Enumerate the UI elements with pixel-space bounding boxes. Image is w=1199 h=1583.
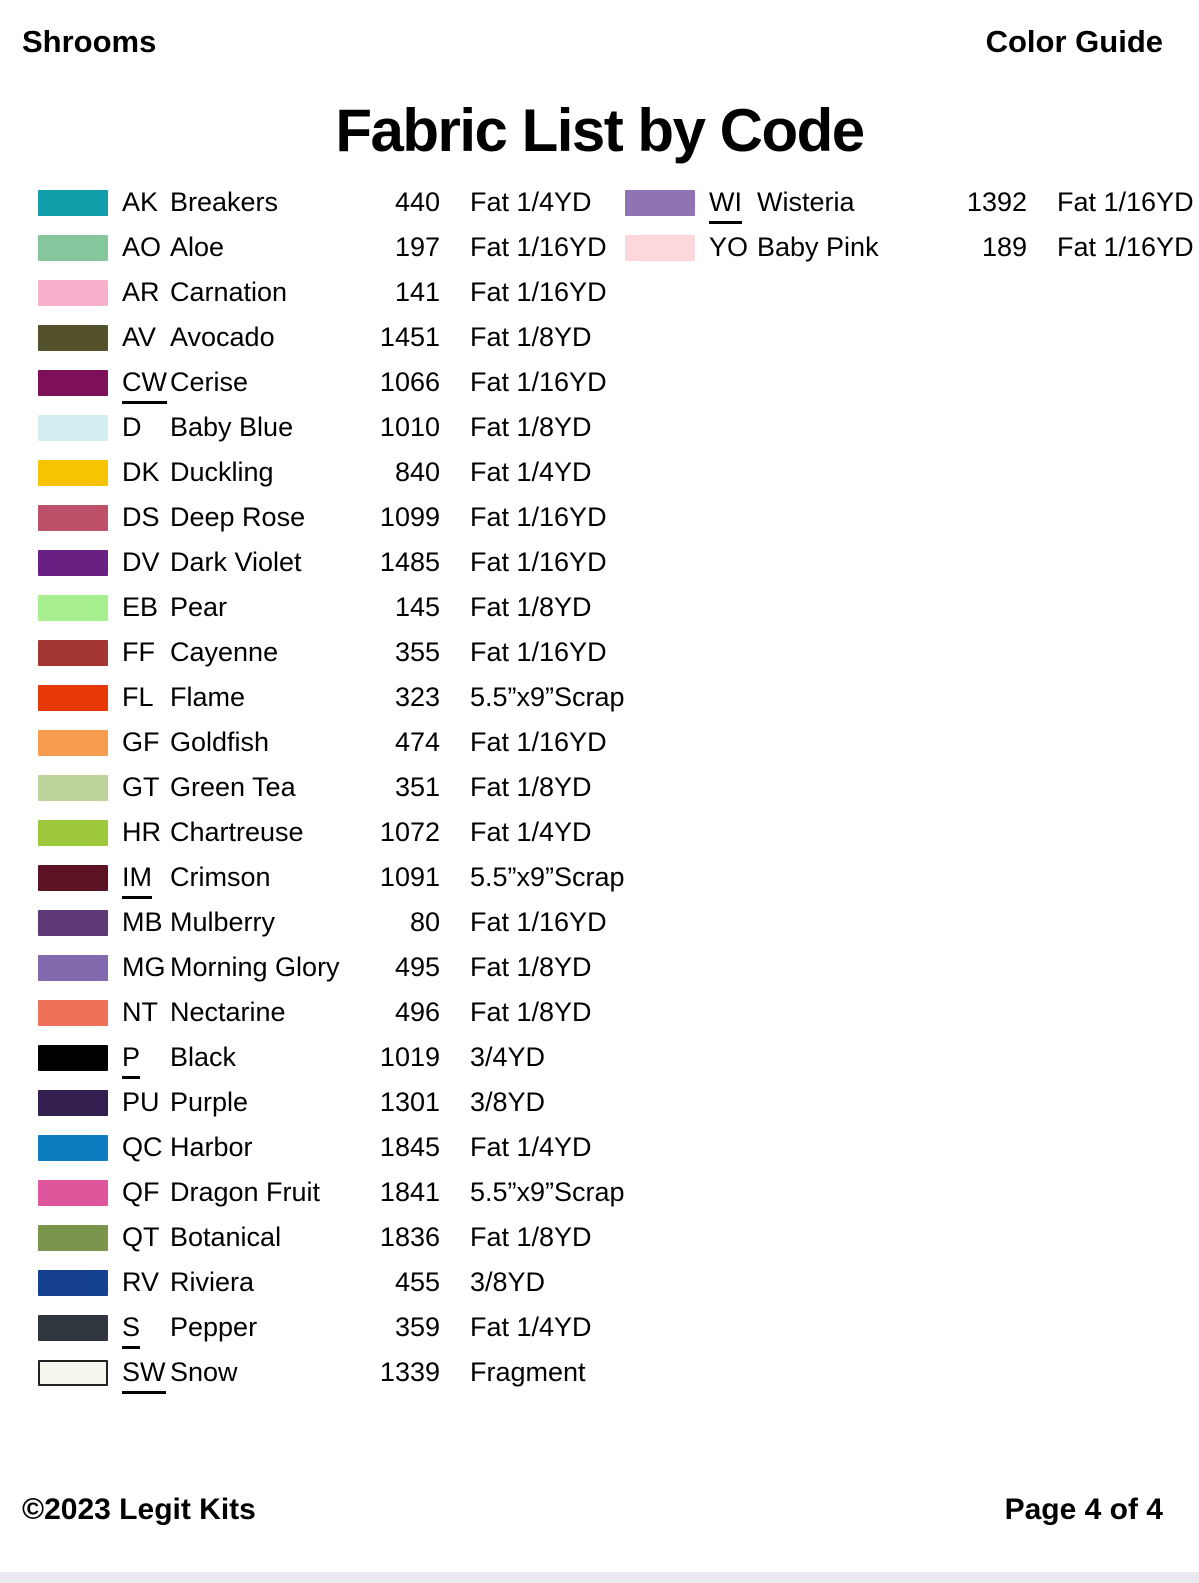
fabric-row: [38, 855, 625, 900]
fabric-row: [38, 180, 603, 225]
fabric-swatch: [38, 1180, 108, 1206]
fabric-swatch: [38, 460, 108, 486]
fabric-name: Carnation: [170, 277, 288, 307]
fabric-code-text: CW: [122, 367, 167, 404]
fabric-code-text: RV: [122, 1267, 160, 1297]
fabric-code: [122, 1312, 170, 1343]
fabric-code-text: DK: [122, 457, 160, 487]
fabric-size: 5.5”x9”Scrap: [470, 1177, 625, 1207]
fabric-number: 145: [394, 592, 440, 622]
fabric-size: Fat 1/16YD: [1057, 187, 1194, 217]
fabric-number: 1845: [379, 1132, 440, 1162]
page-number: Page 4 of 4: [1004, 1493, 1163, 1526]
fabric-code: [122, 412, 170, 443]
fabric-swatch: [38, 1225, 108, 1251]
fabric-number: 1836: [379, 1222, 440, 1252]
fabric-size: 3/8YD: [470, 1087, 546, 1117]
fabric-swatch: [38, 370, 108, 396]
fabric-code-text: AV: [122, 322, 157, 352]
fabric-code: [122, 547, 170, 578]
fabric-swatch: [38, 235, 108, 261]
fabric-number: 1010: [379, 412, 440, 442]
fabric-row: [38, 1170, 625, 1215]
fabric-number: 1091: [379, 862, 440, 892]
fabric-column-left: [38, 180, 625, 1395]
fabric-code: [122, 1222, 170, 1253]
fabric-code: [122, 907, 170, 938]
fabric-row: [38, 1350, 603, 1395]
fabric-size: 3/8YD: [470, 1267, 546, 1297]
fabric-code: [122, 1087, 170, 1118]
fabric-number: 1392: [966, 187, 1027, 217]
fabric-code: [122, 727, 170, 758]
fabric-swatch: [38, 955, 108, 981]
fabric-code-text: AR: [122, 277, 160, 307]
fabric-number: 495: [394, 952, 440, 982]
fabric-code-text: GF: [122, 727, 160, 757]
fabric-code-text: AK: [122, 187, 159, 217]
fabric-name: Dark Violet: [170, 547, 302, 577]
fabric-name: Botanical: [170, 1222, 282, 1252]
fabric-code-text: PU: [122, 1087, 160, 1117]
fabric-code-text: SW: [122, 1357, 166, 1394]
fabric-size: Fat 1/16YD: [470, 277, 607, 307]
fabric-swatch: [38, 550, 108, 576]
fabric-size: Fat 1/16YD: [1057, 232, 1194, 262]
fabric-number: 455: [394, 1267, 440, 1297]
fabric-size: Fat 1/16YD: [470, 232, 607, 262]
fabric-name: Pear: [170, 592, 228, 622]
fabric-code: [122, 1042, 170, 1073]
fabric-row: [38, 1215, 603, 1260]
fabric-code-text: AO: [122, 232, 162, 262]
fabric-number: 1301: [379, 1087, 440, 1117]
fabric-name: Nectarine: [170, 997, 286, 1027]
fabric-swatch: [38, 640, 108, 666]
fabric-code: [122, 187, 170, 218]
fabric-number: 1841: [379, 1177, 440, 1207]
fabric-code-text: WI: [709, 187, 742, 224]
fabric-row: [38, 990, 603, 1035]
fabric-row: [38, 1080, 603, 1125]
fabric-row: [38, 675, 625, 720]
fabric-code: [122, 772, 170, 803]
fabric-code-text: EB: [122, 592, 159, 622]
fabric-number: 840: [394, 457, 440, 487]
fabric-swatch: [38, 1360, 108, 1386]
fabric-row: [38, 765, 603, 810]
fabric-code-text: D: [122, 412, 142, 442]
fabric-name: Dragon Fruit: [170, 1177, 321, 1207]
fabric-name: Crimson: [170, 862, 271, 892]
fabric-code: [122, 682, 170, 713]
fabric-name: Snow: [170, 1357, 238, 1387]
fabric-size: Fat 1/4YD: [470, 457, 592, 487]
fabric-name: Pepper: [170, 1312, 258, 1342]
fabric-size: Fat 1/8YD: [470, 592, 592, 622]
fabric-swatch: [38, 1045, 108, 1071]
copyright-text: ©2023 Legit Kits: [22, 1493, 256, 1526]
fabric-name: Riviera: [170, 1267, 255, 1297]
fabric-size: Fat 1/4YD: [470, 1132, 592, 1162]
fabric-number: 474: [394, 727, 440, 757]
fabric-code: [122, 367, 170, 398]
fabric-code-text: S: [122, 1312, 140, 1349]
fabric-row: [625, 225, 1194, 270]
fabric-size: Fat 1/8YD: [470, 997, 592, 1027]
fabric-swatch: [38, 685, 108, 711]
fabric-name: Harbor: [170, 1132, 253, 1162]
fabric-name: Deep Rose: [170, 502, 306, 532]
fabric-row: [38, 540, 607, 585]
fabric-number: 1099: [379, 502, 440, 532]
fabric-name: Breakers: [170, 187, 279, 217]
fabric-swatch: [38, 1090, 108, 1116]
fabric-swatch: [38, 190, 108, 216]
fabric-code-text: FF: [122, 637, 155, 667]
fabric-code-text: FL: [122, 682, 154, 712]
fabric-name: Wisteria: [757, 187, 855, 217]
fabric-code: [122, 232, 170, 263]
fabric-size: Fat 1/16YD: [470, 727, 607, 757]
fabric-number: 359: [394, 1312, 440, 1342]
fabric-name: Mulberry: [170, 907, 276, 937]
fabric-row: [38, 945, 603, 990]
fabric-number: 141: [394, 277, 440, 307]
fabric-number: 496: [394, 997, 440, 1027]
fabric-number: 1339: [379, 1357, 440, 1387]
fabric-name: Baby Pink: [757, 232, 879, 262]
fabric-swatch: [38, 820, 108, 846]
fabric-swatch: [38, 730, 108, 756]
fabric-code: [122, 277, 170, 308]
fabric-row: [38, 225, 607, 270]
fabric-code: [122, 1267, 170, 1298]
fabric-code-text: MB: [122, 907, 163, 937]
pattern-name: Shrooms: [22, 24, 157, 59]
fabric-number: 1066: [379, 367, 440, 397]
fabric-name: Purple: [170, 1087, 249, 1117]
fabric-size: Fat 1/16YD: [470, 367, 607, 397]
fabric-code: [122, 817, 170, 848]
fabric-swatch: [38, 910, 108, 936]
fabric-name: Flame: [170, 682, 246, 712]
fabric-number: 197: [394, 232, 440, 262]
fabric-size: Fat 1/4YD: [470, 1312, 592, 1342]
fabric-swatch: [38, 280, 108, 306]
fabric-name: Aloe: [170, 232, 225, 262]
fabric-code: [122, 862, 170, 893]
fabric-number: 1019: [379, 1042, 440, 1072]
fabric-size: Fat 1/8YD: [470, 772, 592, 802]
fabric-code: [122, 1177, 170, 1208]
fabric-column-right: [625, 180, 1194, 270]
fabric-code: [122, 1132, 170, 1163]
fabric-name: Goldfish: [170, 727, 270, 757]
fabric-swatch: [38, 505, 108, 531]
fabric-row: [38, 270, 607, 315]
fabric-size: Fat 1/16YD: [470, 637, 607, 667]
fabric-number: 323: [394, 682, 440, 712]
fabric-swatch: [38, 775, 108, 801]
fabric-code: [122, 1357, 170, 1388]
fabric-size: Fat 1/8YD: [470, 322, 592, 352]
fabric-name: Black: [170, 1042, 237, 1072]
bottom-strip: [0, 1572, 1199, 1583]
fabric-code-text: DV: [122, 547, 160, 577]
fabric-row: [38, 1260, 603, 1305]
fabric-name: Cerise: [170, 367, 249, 397]
fabric-row: [38, 585, 603, 630]
fabric-name: Duckling: [170, 457, 274, 487]
fabric-size: 3/4YD: [470, 1042, 546, 1072]
fabric-row: [38, 315, 603, 360]
fabric-row: [38, 1305, 603, 1350]
fabric-swatch: [38, 595, 108, 621]
fabric-row: [38, 720, 607, 765]
fabric-row: [38, 810, 603, 855]
fabric-number: 351: [394, 772, 440, 802]
fabric-name: Baby Blue: [170, 412, 294, 442]
fabric-code-text: DS: [122, 502, 160, 532]
fabric-code: [122, 952, 170, 983]
fabric-name: Chartreuse: [170, 817, 304, 847]
fabric-code: [709, 232, 757, 263]
fabric-code-text: IM: [122, 862, 152, 899]
fabric-name: Green Tea: [170, 772, 296, 802]
fabric-row: [38, 360, 607, 405]
fabric-size: Fat 1/16YD: [470, 502, 607, 532]
fabric-size: 5.5”x9”Scrap: [470, 682, 625, 712]
fabric-code: [122, 502, 170, 533]
fabric-code-text: NT: [122, 997, 158, 1027]
fabric-number: 189: [981, 232, 1027, 262]
fabric-swatch: [38, 1000, 108, 1026]
fabric-size: 5.5”x9”Scrap: [470, 862, 625, 892]
fabric-code: [122, 637, 170, 668]
fabric-swatch: [625, 190, 695, 216]
fabric-code: [122, 322, 170, 353]
fabric-number: 440: [394, 187, 440, 217]
fabric-row: [38, 630, 607, 675]
fabric-row: [38, 1035, 603, 1080]
fabric-code: [122, 997, 170, 1028]
fabric-code: [122, 457, 170, 488]
fabric-size: Fragment: [470, 1357, 586, 1387]
fabric-code-text: QF: [122, 1177, 160, 1207]
fabric-code-text: YO: [709, 232, 749, 262]
fabric-row: [38, 450, 603, 495]
fabric-size: Fat 1/16YD: [470, 547, 607, 577]
fabric-row: [38, 900, 607, 945]
fabric-name: Cayenne: [170, 637, 279, 667]
fabric-size: Fat 1/8YD: [470, 952, 592, 982]
fabric-row: [38, 405, 603, 450]
fabric-code-text: P: [122, 1042, 140, 1079]
fabric-swatch: [38, 1315, 108, 1341]
fabric-code-text: QT: [122, 1222, 160, 1252]
fabric-size: Fat 1/4YD: [470, 187, 592, 217]
fabric-number: 1485: [379, 547, 440, 577]
fabric-swatch: [38, 1135, 108, 1161]
fabric-size: Fat 1/8YD: [470, 412, 592, 442]
fabric-number: 355: [394, 637, 440, 667]
document-type: Color Guide: [985, 24, 1163, 59]
fabric-code-text: GT: [122, 772, 160, 802]
fabric-code-text: QC: [122, 1132, 163, 1162]
fabric-code: [122, 592, 170, 623]
fabric-row: [625, 180, 1194, 225]
fabric-swatch: [625, 235, 695, 261]
fabric-code-text: HR: [122, 817, 161, 847]
fabric-name: Morning Glory: [170, 952, 340, 982]
fabric-swatch: [38, 325, 108, 351]
fabric-row: [38, 495, 607, 540]
page-footer: [22, 1493, 1163, 1527]
fabric-size: Fat 1/16YD: [470, 907, 607, 937]
fabric-number: 1451: [379, 322, 440, 352]
page-title: Fabric List by Code: [335, 97, 864, 164]
fabric-number: 1072: [379, 817, 440, 847]
fabric-code: [709, 187, 757, 218]
fabric-name: Avocado: [170, 322, 275, 352]
fabric-swatch: [38, 415, 108, 441]
page-header: [22, 24, 1163, 60]
fabric-code-text: MG: [122, 952, 166, 982]
fabric-number: 80: [409, 907, 440, 937]
fabric-size: Fat 1/8YD: [470, 1222, 592, 1252]
fabric-swatch: [38, 1270, 108, 1296]
fabric-size: Fat 1/4YD: [470, 817, 592, 847]
fabric-swatch: [38, 865, 108, 891]
fabric-row: [38, 1125, 603, 1170]
